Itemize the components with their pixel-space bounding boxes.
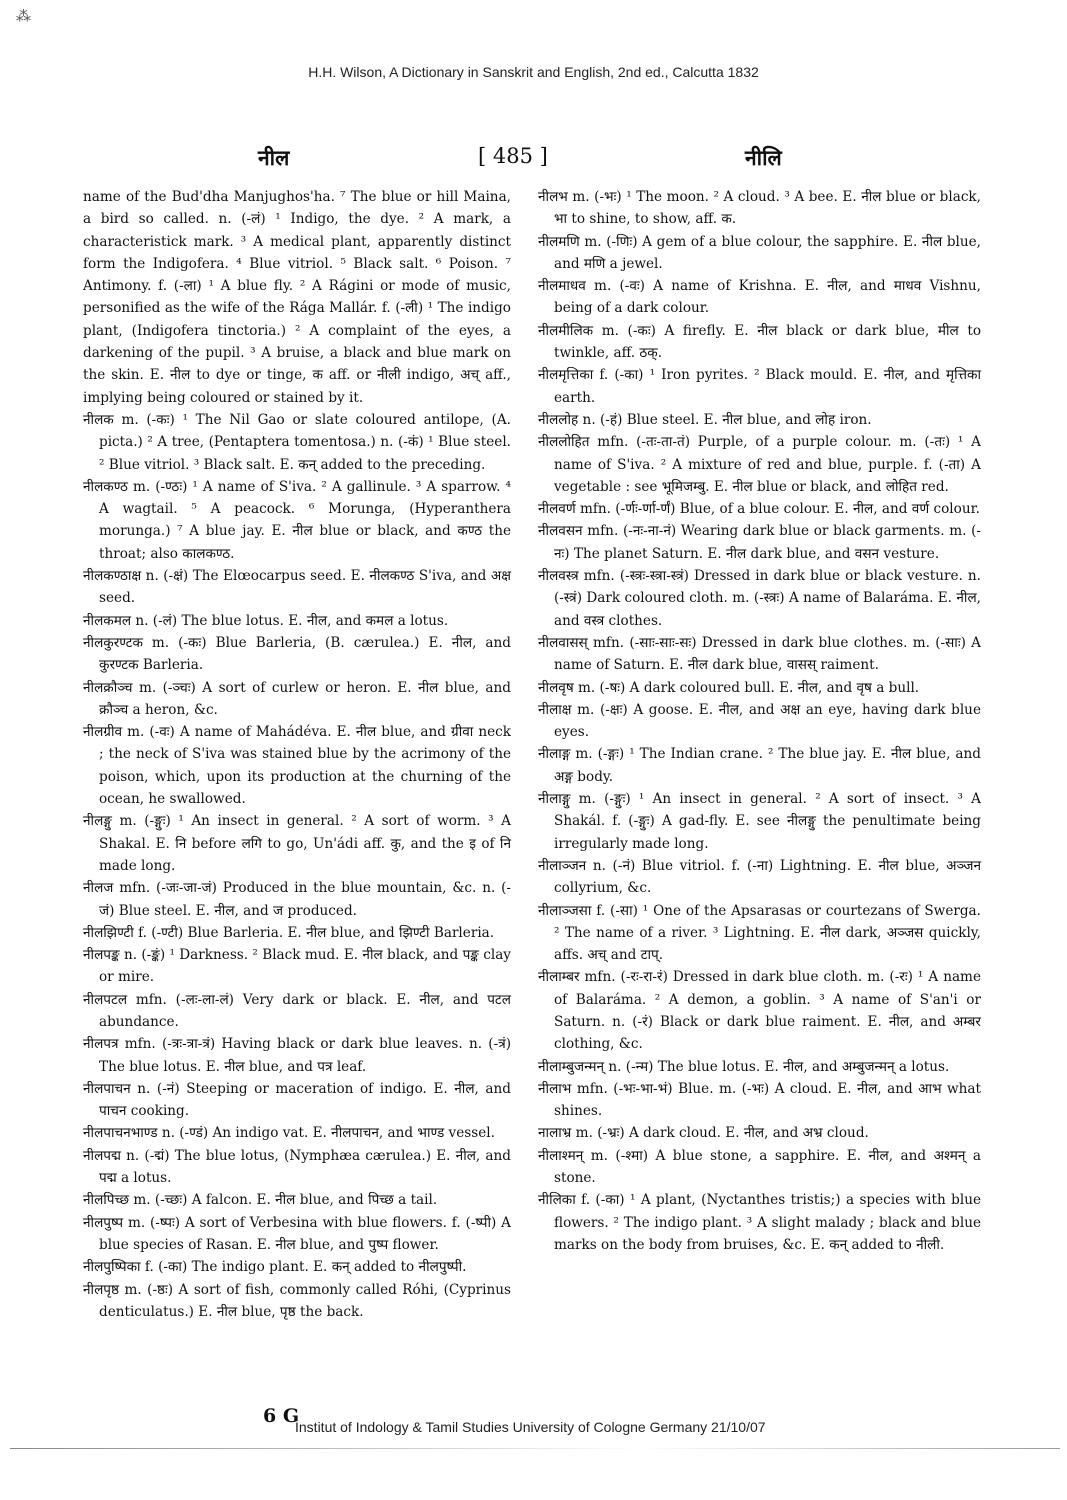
dictionary-entry: नीलपद्म n. (-द्मं) The blue lotus, (Nymphæa cærulea.) E. नील, and पद्म a lotus.	[83, 1147, 511, 1187]
dictionary-entry: नीलाञ्जसा f. (-सा) ¹ One of the Apsarasas or courtezans of Swerga. ² The name of a river. ³ Lightning. E. नील dark, अञ्जस quickly, affs. अच् and टाप्.	[538, 902, 981, 964]
running-head	[0, 144, 1067, 176]
dictionary-entry: नीलपुष्पिका f. (-का) The indigo plant. E. कन् added to नीलपुष्पी.	[83, 1259, 467, 1276]
dictionary-entry: नीलकण्ठ m. (-ण्ठः) ¹ A name of S'iva. ² A gallinule. ³ A sparrow. ⁴ A wagtail. ⁵ A peacock. ⁶ Morunga, (Hyperanthera morunga.) ⁷ A blue jay. E. नील blue or black, and कण्ठ the throat; also कालकण्ठ.	[83, 478, 511, 562]
dictionary-entry: नीलाश्मन् m. (-श्मा) A blue stone, a sapphire. E. नील, and अश्मन् a stone.	[538, 1147, 981, 1187]
scan-edge-line	[10, 1448, 1060, 1449]
dictionary-entry: नीलाङ्गु m. (-ङ्गुः) ¹ An insect in general. ² A sort of insect. ³ A Shakál. f. (-ङ्गुः) A gad-fly. E. see नीलङ्गु the penultimate being irregularly made long.	[538, 791, 981, 852]
dictionary-entry: नीलपाचन n. (-नं) Steeping or maceration of indigo. E. नील, and पाचन cooking.	[83, 1080, 511, 1120]
dictionary-entry: नीलाभ mfn. (-भः-भा-भं) Blue. m. (-भः) A cloud. E. नील, and आभ what shines.	[538, 1080, 981, 1120]
dictionary-entry: नीलिका f. (-का) ¹ A plant, (Nyctanthes tristis;) a species with blue flowers. ² The indigo plant. ³ A slight malady ; black and blue marks on the body from bruises, &c. E. कन् added to नीली.	[538, 1192, 981, 1253]
dictionary-entry: नीलकमल n. (-लं) The blue lotus. E. नील, and कमल a lotus.	[83, 612, 449, 629]
page-number: [ 485 ]	[478, 144, 548, 168]
dictionary-entry: नीलपटल mfn. (-लः-ला-लं) Very dark or black. E. नील, and पटल abundance.	[83, 991, 511, 1030]
dictionary-entry: नीलमृत्तिका f. (-का) ¹ Iron pyrites. ² Black mould. E. नील, and मृत्तिका earth.	[538, 367, 981, 406]
running-head-left: नील	[258, 145, 290, 170]
dictionary-entry: नीलङ्गु m. (-ङ्गुः) ¹ An insect in general. ² A sort of worm. ³ A Shakal. E. नि before लगि to go, Un'ádi aff. कु, and the इ of नि made long.	[83, 813, 511, 874]
dictionary-entry: नीलपाचनभाण्ड n. (-ण्डं) An indigo vat. E. नीलपाचन, and भाण्ड vessel.	[83, 1125, 495, 1142]
left-column	[83, 186, 511, 1323]
dictionary-entry: नीलकण्ठाक्ष n. (-क्षं) The Elœocarpus seed. E. नीलकण्ठ S'iva, and अक्ष seed.	[83, 568, 511, 607]
digitization-note: Institut of Indology & Tamil Studies University of Cologne Germany 21/10/07	[295, 1419, 766, 1435]
dictionary-entry: नीलाक्ष m. (-क्षः) A goose. E. नील, and अक्ष an eye, having dark blue eyes.	[538, 701, 981, 741]
signature-mark: 6 G	[263, 1405, 300, 1427]
dictionary-entry: नीलज mfn. (-जः-जा-जं) Produced in the blue mountain, &c. n. (-जं) Blue steel. E. नील, and ज produced.	[83, 880, 511, 919]
dictionary-entry: नीलग्रीव m. (-वः) A name of Mahádéva. E. नील blue, and ग्रीवा neck ; the neck of S'iva was stained blue by the acrimony of the poison, which, upon its production at the churning of the ocean, he swallowed.	[83, 724, 511, 808]
dictionary-entry: नीलक्रौञ्च m. (-ञ्चः) A sort of curlew or heron. E. नील blue, and क्रौञ्च a heron, &c.	[83, 679, 511, 718]
dictionary-entry: नीलमणि m. (-णिः) A gem of a blue colour, the sapphire. E. नील blue, and मणि a jewel.	[538, 233, 981, 272]
scan-artifact: ⁂	[16, 7, 31, 25]
dictionary-entry: नीलाञ्जन n. (-नं) Blue vitriol. f. (-ना) Lightning. E. नील blue, अञ्जन collyrium, &c.	[538, 857, 981, 897]
running-head-right: नीलि	[745, 145, 782, 170]
dictionary-entry: नीलाङ्ग m. (-ङ्गः) ¹ The Indian crane. ² The blue jay. E. नील blue, and अङ्ग body.	[538, 746, 981, 785]
dictionary-entry: नीलवर्ण mfn. (-र्णः-र्णा-र्णं) Blue, of a blue colour. E. नील, and वर्ण colour.	[538, 501, 980, 518]
dictionary-entry: नीलवासस् mfn. (-साः-साः-सः) Dressed in dark blue clothes. m. (-साः) A name of Saturn. E. नील dark blue, वासस् raiment.	[538, 634, 981, 674]
dictionary-entry: नीलक m. (-कः) ¹ The Nil Gao or slate coloured antilope, (A. picta.) ² A tree, (Pentaptera tomentosa.) n. (-कं) ¹ Blue steel. ² Blue vitriol. ³ Black salt. E. कन् added to the preceding.	[83, 411, 511, 473]
dictionary-entry: नीलाम्बुजन्मन् n. (-न्म) The blue lotus. E. नील, and अम्बुजन्मन् a lotus.	[538, 1058, 950, 1075]
dictionary-entry: नीलाम्बर mfn. (-रः-रा-रं) Dressed in dark blue cloth. m. (-रः) ¹ A name of Balaráma. ² A demon, a goblin. ³ A name of S'an'i or Saturn. n. (-रं) Black or dark blue raiment. E. नील, and अम्बर clothing, &c.	[538, 969, 981, 1053]
dictionary-entry: नीलपुष्प m. (-ष्पः) A sort of Verbesina with blue flowers. f. (-ष्पी) A blue species of Rasan. E. नील blue, and पुष्प flower.	[83, 1214, 511, 1253]
dictionary-entry: नीलपङ्क n. (-ङ्कं) ¹ Darkness. ² Black mud. E. नील black, and पङ्क clay or mire.	[83, 947, 511, 986]
dictionary-entry: नीलमीलिक m. (-कः) A firefly. E. नील black or dark blue, मील to twinkle, aff. ठक्.	[538, 322, 981, 362]
dictionary-entry: नीलवस्त्र mfn. (-स्त्रः-स्त्रा-स्त्रं) Dressed in dark blue or black vesture. n. (-स्त्रं) Dark coloured cloth. m. (-स्त्रः) A name of Balaráma. E. नील, and वस्त्र clothes.	[538, 568, 981, 629]
dictionary-entry: नीलवसन mfn. (-नः-ना-नं) Wearing dark blue or black garments. m. (-नः) The planet Saturn. E. नील dark blue, and वसन vesture.	[538, 523, 981, 562]
dictionary-entry: नीलवृष m. (-षः) A dark coloured bull. E. नील, and वृष a bull.	[538, 679, 920, 696]
dictionary-entry: नीलपिच्छ m. (-च्छः) A falcon. E. नील blue, and पिच्छ a tail.	[83, 1192, 438, 1209]
dictionary-entry: नालाभ्र m. (-भ्रः) A dark cloud. E. नील, and अभ्र cloud.	[538, 1125, 869, 1142]
dictionary-entry: name of the Bud'dha Manjughos'ha. ⁷ The blue or hill Maina, a bird so called. n. (-लं) ¹ Indigo, the dye. ² A mark, a characteristick mark. ³ A medical plant, apparently distinct form the Indigofera. ⁴ Blue vitriol. ⁵ Black salt. ⁶ Poison. ⁷ Antimony. f. (-ला) ¹ A blue fly. ² A Rágini or mode of music, personified as the wife of the Rága Mallár. f. (-ली) ¹ The indigo plant, (Indigofera tinctoria.) ² A complaint of the eyes, a darkening of the pupil. ³ A bruise, a black and blue mark on the skin. E. नील to dye or tinge, क aff. or नीली indigo, अच् aff., implying being coloured or stained by it.	[83, 189, 511, 406]
dictionary-entry: नीलकुरण्टक m. (-कः) Blue Barleria, (B. cærulea.) E. नील, and कुरण्टक Barleria.	[83, 634, 511, 674]
dictionary-entry: नीलपृष्ठ m. (-ष्ठः) A sort of fish, commonly called Róhi, (Cyprinus denticulatus.) E. नील blue, पृष्ठ the back.	[83, 1281, 511, 1320]
dictionary-entry: नीललोहित mfn. (-तः-ता-तं) Purple, of a purple colour. m. (-तः) ¹ A name of S'iva. ² A mixture of red and blue, purple. f. (-ता) A vegetable : see भूमिजम्बु. E. नील blue or black, and लोहित red.	[538, 434, 981, 495]
dictionary-entry: नीलमाधव m. (-वः) A name of Krishna. E. नील, and माधव Vishnu, being of a dark colour.	[538, 278, 981, 317]
dictionary-entry: नीलभ m. (-भः) ¹ The moon. ² A cloud. ³ A bee. E. नील blue or black, भा to shine, to show, aff. क.	[538, 189, 981, 228]
dictionary-entry: नीललोह n. (-हं) Blue steel. E. नील blue, and लोह iron.	[538, 411, 872, 428]
source-citation: H.H. Wilson, A Dictionary in Sanskrit and English, 2nd ed., Calcutta 1832	[308, 64, 759, 80]
right-column	[538, 186, 981, 1256]
dictionary-entry: नीलपत्र mfn. (-त्रः-त्रा-त्रं) Having black or dark blue leaves. n. (-त्रं) The blue lotus. E. नील blue, and पत्र leaf.	[83, 1036, 511, 1075]
dictionary-entry: नीलझिण्टी f. (-ण्टी) Blue Barleria. E. नील blue, and झिण्टी Barleria.	[83, 924, 495, 941]
